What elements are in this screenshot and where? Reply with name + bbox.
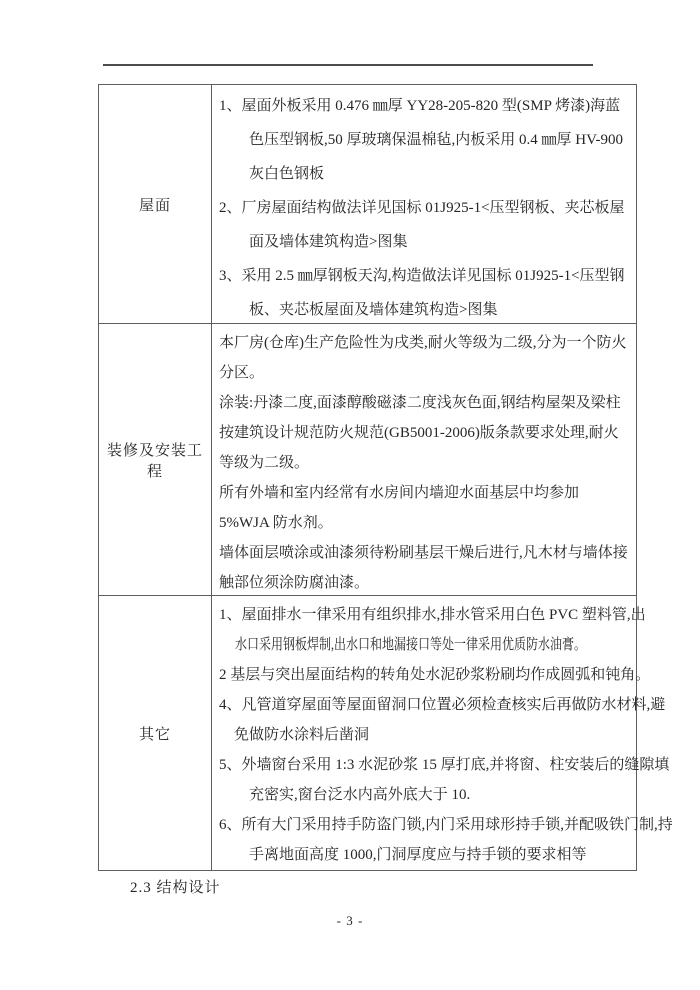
page-header-rule [103,64,593,66]
other-item-5: 5、外墙窗台采用 1:3 水泥砂浆 15 厚打底,并将窗、柱安装后的缝隙填充密实,窗台泛水内高外底大于 10. [219,757,670,803]
spec-table [98,84,673,871]
roof-item-1: 1、屋面外板采用 0.476 ㎜厚 YY28-205-820 型(SMP 烤漆)海蓝色压型钢板,50 厚玻璃保温棉毡,内板采用 0.4 ㎜厚 HV-900 灰白色钢板 [219,98,624,182]
roof-item-2: 2、厂房屋面结构做法详见国标 01J925-1<压型钢板、夹芯板屋面及墙体建筑构造>图集 [219,200,625,250]
other-item-1 [219,600,674,660]
finish-para-1: 本厂房(仓库)生产危险性为戌类,耐火等级为二级,分为一个防火分区。 [219,335,627,381]
row-label-finish [99,324,212,595]
other-item-6: 6、所有大门采用持手防盗门锁,内门采用球形持手锁,并配吸铁门制,持手离地面高度 1000,门洞厚度应与持手锁的要求相等 [219,817,673,863]
row-label-roof [99,85,212,323]
row-content-roof [212,85,636,323]
table-row-finish [99,324,636,596]
other-item-1-line-1: 1、屋面排水一律采用有组织排水,排水管采用白色 PVC 塑料管,出 [219,607,646,623]
section-heading: 2.3 结构设计 [130,880,221,896]
roof-item-3: 3、采用 2.5 ㎜厚钢板天沟,构造做法详见国标 01J925-1<压型钢板、夹芯板屋面及墙体建筑构造>图集 [219,268,625,318]
row-content-finish [212,324,636,595]
row-label-text: 装修及安装工程 [106,442,203,480]
page-number: - 3 - [336,913,364,928]
table-row-other [99,596,673,870]
other-item-4: 4、凡管道穿屋面等屋面留洞口位置必须检查核实后再做防水材料,避免做防水涂料后凿洞 [219,697,666,743]
finish-para-3: 所有外墙和室内经常有水房间内墙迎水面基层中均参加 5%WJA 防水剂。 [219,485,580,531]
table-row-roof [99,85,636,324]
other-item-2: 2 基层与突出屋面结构的转角处水泥砂浆粉刷均作成圆弧和钝角。 [219,667,651,683]
condensed-text: 水口采用钢板焊制,出水口和地漏接口等处一律采用优质防水油膏。 [234,637,586,653]
row-label-text: 其它 [138,726,171,743]
row-label-text: 屋面 [138,197,171,214]
row-label-other [99,596,212,870]
other-item-1-line-2 [235,630,674,660]
finish-para-2: 涂装:丹漆二度,面漆醇酸磁漆二度浅灰色面,钢结构屋架及梁柱按建筑设计规范防火规范(GB5001-2006)版条款要求处理,耐火等级为二级。 [219,395,621,471]
finish-para-4: 墙体面层喷涂或油漆须待粉刷基层干燥后进行,凡木材与墙体接触部位须涂防腐油漆。 [219,545,628,591]
row-content-other [212,596,680,870]
